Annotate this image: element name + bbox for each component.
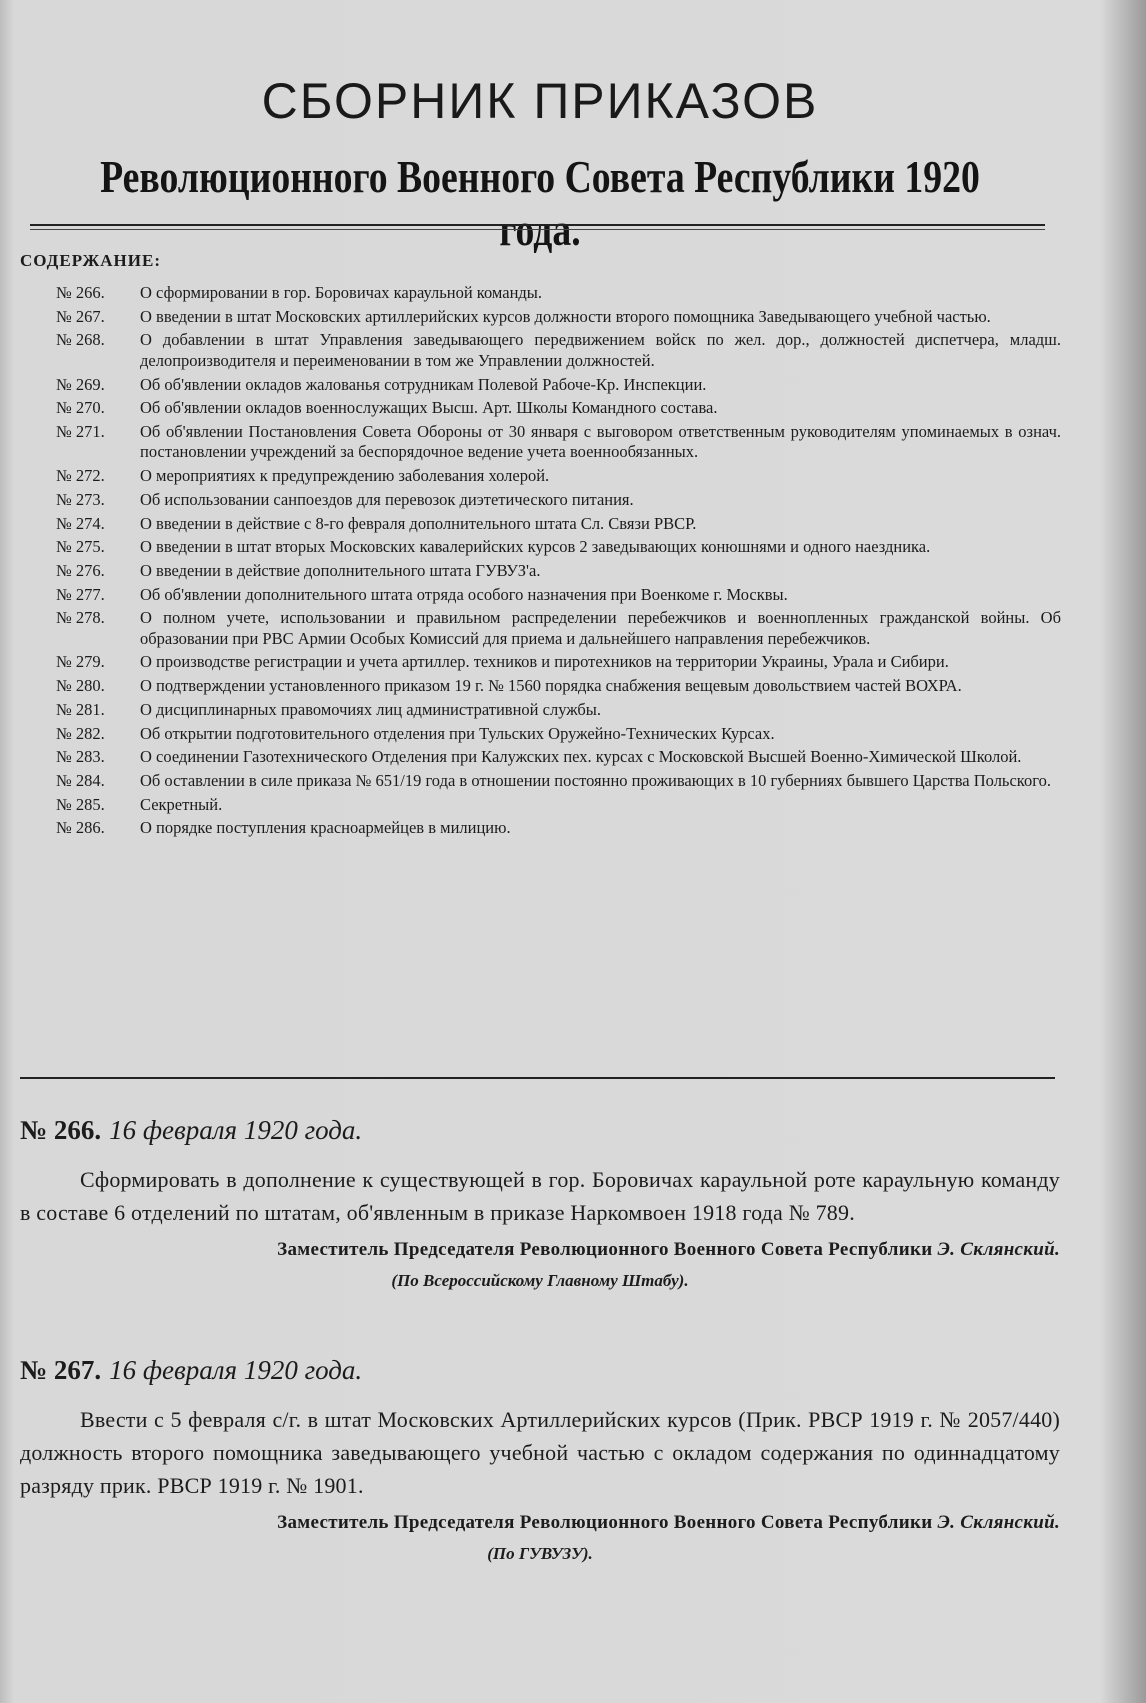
contents-item-number: № 284. bbox=[56, 770, 105, 790]
contents-item-text: О введении в штат вторых Московских кавалерийских курсов 2 заведывающих конюшнями и одного наездника. bbox=[140, 537, 931, 557]
contents-item-text: О введении в действие дополнительного штата ГУВУЗ'а. bbox=[140, 560, 541, 580]
order-signature bbox=[20, 1239, 1060, 1261]
contents-item bbox=[56, 585, 1061, 606]
contents-item bbox=[56, 724, 1061, 745]
contents-divider bbox=[20, 1077, 1055, 1079]
contents-item bbox=[56, 676, 1061, 697]
contents-item-number: № 279. bbox=[56, 652, 105, 672]
order-number: № 267. bbox=[20, 1355, 102, 1385]
contents-item-number: № 285. bbox=[56, 794, 105, 814]
contents-item-number: № 282. bbox=[56, 723, 105, 743]
contents-item bbox=[56, 330, 1061, 371]
contents-item-number: № 272. bbox=[56, 466, 105, 486]
order-body: Сформировать в дополнение к существующей в гор. Боровичах караульной роте караульную команду в составе 6 отделений по штатам, об'явленным в приказе Наркомвоен 1918 года № 789. bbox=[20, 1167, 1060, 1225]
signature-title: Заместитель Председателя Революционного Военного Совета Республики bbox=[277, 1239, 933, 1260]
contents-item-number: № 286. bbox=[56, 818, 105, 838]
contents-item-text: О подтверждении установленного приказом 19 г. № 1560 порядка снабжения вещевым довольствием частей ВОХРА. bbox=[140, 676, 962, 696]
contents-item bbox=[56, 307, 1061, 328]
contents-item-text: Об об'явлении окладов жалованья сотрудникам Полевой Рабоче-Кр. Инспекции. bbox=[140, 374, 707, 394]
contents-item-text: Об использовании санпоездов для перевозок диэтетического питания. bbox=[140, 489, 634, 509]
contents-label: СОДЕРЖАНИЕ: bbox=[20, 251, 162, 270]
contents-item-text: Об открытии подготовительного отделения при Тульских Оружейно-Технических Курсах. bbox=[140, 723, 775, 743]
order-issuer: (По Всероссийскому Главному Штабу). bbox=[391, 1271, 689, 1290]
contents-item-number: № 277. bbox=[56, 584, 105, 604]
contents-item-number: № 280. bbox=[56, 676, 105, 696]
contents-item-text: О порядке поступления красноармейцев в милицию. bbox=[140, 818, 511, 838]
contents-item-number: № 275. bbox=[56, 537, 105, 557]
contents-item bbox=[56, 795, 1061, 816]
contents-item-number: № 268. bbox=[56, 330, 105, 350]
contents-item bbox=[56, 652, 1061, 673]
contents-item bbox=[56, 283, 1061, 304]
contents-item-number: № 266. bbox=[56, 283, 105, 302]
contents-item-text: Об об'явлении Постановления Совета Обороны от 30 января с выговором ответственным руководителям упоминаемых в означ. постановлении учреждений за беспорядочное ведение учета военнообязанных. bbox=[140, 421, 1061, 462]
contents-item-text: О введении в действие с 8-го февраля дополнительного штата Сл. Связи РВСР. bbox=[140, 513, 697, 533]
contents-item bbox=[56, 375, 1061, 396]
contents-item bbox=[56, 466, 1061, 487]
contents-item bbox=[56, 514, 1061, 535]
contents-item bbox=[56, 700, 1061, 721]
contents-item bbox=[56, 608, 1061, 649]
contents-item-text: О введении в штат Московских артиллерийских курсов должности второго помощника Заведывающего учебной частью. bbox=[140, 306, 991, 326]
contents-item-text: Об оставлении в силе приказа № 651/19 года в отношении постоянно проживающих в 10 губерниях бывшего Царства Польского. bbox=[140, 770, 1051, 790]
contents-item bbox=[56, 771, 1061, 792]
order-267 bbox=[20, 1353, 1060, 1564]
contents-item-number: № 283. bbox=[56, 747, 105, 767]
contents-item bbox=[56, 398, 1061, 419]
contents-item-text: Секретный. bbox=[140, 794, 223, 814]
contents-item bbox=[56, 490, 1061, 511]
order-signature bbox=[20, 1512, 1060, 1534]
order-number: № 266. bbox=[20, 1115, 102, 1145]
contents-item bbox=[56, 818, 1061, 839]
contents-item-text: Об об'явлении дополнительного штата отряда особого назначения при Военкоме г. Москвы. bbox=[140, 584, 788, 604]
order-issuer: (По ГУВУЗУ). bbox=[487, 1544, 593, 1563]
contents-list bbox=[56, 283, 1061, 842]
collection-subtitle: Революционного Военного Совета Республики 1920 года. bbox=[100, 151, 980, 255]
contents-item-number: № 273. bbox=[56, 489, 105, 509]
contents-item-number: № 270. bbox=[56, 398, 105, 418]
contents-item-number: № 267. bbox=[56, 306, 105, 326]
contents-item bbox=[56, 537, 1061, 558]
order-266 bbox=[20, 1113, 1060, 1291]
contents-item bbox=[56, 422, 1061, 463]
header-divider bbox=[30, 224, 1045, 230]
order-heading bbox=[20, 1113, 1060, 1147]
order-date: 16 февраля 1920 года. bbox=[109, 1355, 363, 1385]
contents-item-text: О сформировании в гор. Боровичах караульной команды. bbox=[140, 283, 543, 302]
signature-name: Э. Склянский. bbox=[937, 1512, 1060, 1533]
signature-name: Э. Склянский. bbox=[937, 1239, 1060, 1260]
order-body: Ввести с 5 февраля с/г. в штат Московских Артиллерийских курсов (Прик. РВСР 1919 г. № 2057/440) должность второго помощника заведывающего учебной частью с окладом содержания по одиннадцатому разряду прик. РВСР 1919 г. № 1901. bbox=[20, 1407, 1060, 1498]
contents-item-text: О соединении Газотехнического Отделения при Калужских пех. курсах с Московской Высшей Военно-Химической Школой. bbox=[140, 747, 1022, 767]
contents-item-number: № 274. bbox=[56, 513, 105, 533]
contents-item-text: О мероприятиях к предупреждению заболевания холерой. bbox=[140, 466, 550, 486]
contents-item-number: № 276. bbox=[56, 560, 105, 580]
contents-item-text: О добавлении в штат Управления заведывающего передвижением войск по жел. дор., должностей диспетчера, младш. делопроизводителя и переименовании в том же Управлении должностей. bbox=[140, 330, 1061, 370]
contents-item-text: Об об'явлении окладов военнослужащих Высш. Арт. Школы Командного состава. bbox=[140, 398, 718, 418]
contents-item bbox=[56, 561, 1061, 582]
contents-item-number: № 271. bbox=[56, 421, 105, 441]
order-date: 16 февраля 1920 года. bbox=[109, 1115, 363, 1145]
order-heading bbox=[20, 1353, 1060, 1387]
contents-item-number: № 278. bbox=[56, 608, 105, 628]
collection-title: СБОРНИК ПРИКАЗОВ bbox=[261, 73, 819, 129]
contents-item-text: О полном учете, использовании и правильном распределении перебежчиков и военнопленных гражданской войны. Об образовании при РВС Армии Особых Комиссий для приема и дальнейшего направления перебежчиков. bbox=[140, 608, 1061, 648]
contents-item-number: № 281. bbox=[56, 699, 105, 719]
signature-title: Заместитель Председателя Революционного Военного Совета Республики bbox=[277, 1512, 933, 1533]
contents-item bbox=[56, 747, 1061, 768]
contents-item-text: О дисциплинарных правомочиях лиц административной службы. bbox=[140, 699, 602, 719]
contents-item-number: № 269. bbox=[56, 374, 105, 394]
contents-item-text: О производстве регистрации и учета артиллер. техников и пиротехников на территории Украины, Урала и Сибири. bbox=[140, 652, 949, 672]
